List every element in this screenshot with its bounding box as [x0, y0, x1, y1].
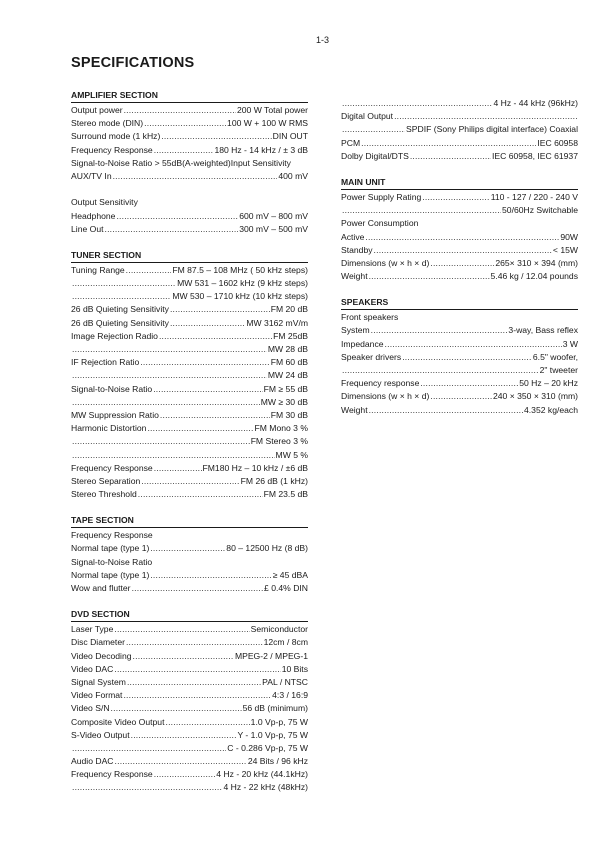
spec-row — [71, 210, 308, 223]
spec-value: 50 Hz – 20 kHz — [519, 378, 578, 389]
spec-label: Normal tape (type 1) — [71, 569, 150, 580]
spec-label: Weight — [341, 271, 368, 282]
left-column — [71, 89, 308, 808]
dot-leader — [72, 343, 267, 356]
spec-value: 110 - 127 / 220 - 240 V — [490, 191, 578, 202]
section-heading: TAPE SECTION — [71, 514, 308, 528]
spec-label: Harmonic Distortion — [71, 423, 147, 434]
spec-row — [341, 110, 578, 123]
spec-row — [341, 351, 578, 364]
spec-label: Active — [341, 231, 365, 242]
spec-value: 24 Bits / 96 kHz — [247, 756, 308, 767]
dot-leader — [111, 702, 242, 715]
spec-label: Stereo mode (DIN) — [71, 118, 144, 129]
spec-label: Frequency Response — [71, 462, 153, 473]
spec-row — [71, 488, 308, 501]
spec-value: MW ≥ 30 dB — [260, 396, 308, 407]
spec-value: PAL / NTSC — [262, 676, 308, 687]
spec-value: FM Stereo 3 % — [250, 436, 308, 447]
spec-row — [341, 137, 578, 150]
spec-subheading: Power Consumption — [341, 218, 419, 229]
spec-value: < 15W — [552, 244, 578, 255]
section-heading: TUNER SECTION — [71, 249, 308, 263]
spec-row — [71, 768, 308, 781]
dot-leader — [126, 636, 263, 649]
spec-value: 4:3 / 16:9 — [272, 690, 308, 701]
spec-row — [71, 650, 308, 663]
spec-value: Y - 1.0 Vp-p, 75 W — [237, 729, 308, 740]
spec-value: 6.5" woofer, — [532, 351, 578, 362]
spec-value: MPEG-2 / MPEG-1 — [234, 650, 308, 661]
dot-leader — [369, 404, 523, 417]
spec-label: Standby — [341, 244, 373, 255]
spec-row — [71, 303, 308, 316]
spec-row — [71, 117, 308, 130]
spec-value: 2" tweeter — [539, 365, 578, 375]
page-number: 1-3 — [316, 35, 330, 45]
spec-label: Video S/N — [71, 703, 110, 714]
section-heading: DVD SECTION — [71, 608, 308, 622]
dot-leader — [430, 390, 492, 403]
spec-value: 265× 310 × 394 (mm) — [495, 257, 578, 268]
spec-value: 12cm / 8cm — [263, 637, 308, 648]
dot-leader — [72, 277, 176, 290]
spec-row — [71, 729, 308, 742]
spec-row — [71, 409, 308, 422]
spec-value: Semiconductor — [250, 624, 308, 635]
spec-subheading: Signal-to-Noise Ratio — [71, 556, 153, 567]
dot-leader — [170, 317, 245, 330]
spec-value: IEC 60958 — [537, 137, 578, 148]
spec-section-speakers — [341, 296, 578, 417]
dot-leader — [410, 150, 491, 163]
dot-leader — [154, 144, 214, 157]
spec-section-tuner-section — [71, 249, 308, 501]
spec-value: MW 530 – 1710 kHz (10 kHz steps) — [172, 291, 308, 302]
spec-value: FM180 Hz – 10 kHz / ±6 dB — [202, 462, 308, 473]
spec-value: 4 Hz - 44 kHz (96kHz) — [493, 98, 578, 108]
dot-leader — [369, 270, 490, 283]
spec-value: MW 28 dB — [267, 344, 308, 354]
spec-row — [71, 170, 308, 183]
page-title: SPECIFICATIONS — [71, 55, 195, 71]
spec-value: 3 W — [562, 338, 578, 349]
dot-leader — [374, 244, 552, 257]
dot-leader — [394, 110, 577, 123]
spec-label: System — [341, 325, 370, 336]
dot-leader — [105, 223, 239, 236]
spec-value: DIN OUT — [272, 131, 308, 142]
dot-leader — [165, 716, 249, 729]
spec-label: IF Rejection Ratio — [71, 357, 140, 368]
dot-leader — [133, 650, 234, 663]
spec-value: 200 W Total power — [236, 105, 308, 115]
spec-label: Normal tape (type 1) — [71, 543, 150, 554]
spec-value: ≥ 45 dBA — [272, 569, 308, 580]
spec-row — [71, 144, 308, 157]
spec-row — [71, 462, 308, 475]
spec-row — [71, 383, 308, 396]
spec-row — [71, 781, 308, 794]
dot-leader — [132, 582, 263, 595]
spec-value: FM 87.5 – 108 MHz ( 50 kHz steps) — [172, 264, 308, 275]
spec-value: FM 23.5 dB — [263, 489, 308, 500]
spec-row — [341, 244, 578, 257]
spec-value: £ 0.4% DIN — [264, 583, 308, 593]
spec-subheading: Frequency Response — [71, 530, 153, 541]
spec-value: 10 Bits — [281, 663, 308, 674]
spec-value: FM 25dB — [273, 330, 308, 341]
spec-row — [341, 377, 578, 390]
spec-label: Laser Type — [71, 624, 114, 635]
dot-leader — [342, 204, 501, 217]
spec-row — [71, 702, 308, 715]
spec-label: Speaker drivers — [341, 351, 402, 362]
spec-value: 4.352 kg/each — [524, 404, 578, 415]
section-heading: SPEAKERS — [341, 296, 578, 310]
dot-leader — [430, 257, 494, 270]
dot-leader — [72, 742, 226, 755]
spec-row — [341, 191, 578, 204]
spec-row — [71, 582, 308, 595]
spec-row — [71, 542, 308, 555]
spec-row — [71, 356, 308, 369]
dot-leader — [138, 488, 263, 501]
spec-section-continued — [341, 97, 578, 163]
dot-leader — [153, 383, 262, 396]
spec-row — [71, 716, 308, 729]
spec-label: Disc Diameter — [71, 637, 125, 648]
spec-row — [71, 396, 308, 409]
spec-row — [341, 204, 578, 217]
spec-label: AUX/TV In — [71, 170, 112, 181]
spec-label: Frequency Response — [71, 144, 153, 155]
spec-value: FM 20 dB — [270, 304, 308, 315]
spec-label: 26 dB Quieting Sensitivity — [71, 317, 169, 328]
spec-label: Tuning Range — [71, 264, 125, 275]
spec-value: 100 W + 100 W RMS — [227, 118, 308, 129]
spec-row — [71, 330, 308, 343]
dot-leader — [114, 663, 280, 676]
spec-row — [71, 290, 308, 303]
spec-row — [71, 742, 308, 755]
spec-value: MW 24 dB — [267, 370, 308, 381]
dot-leader — [115, 755, 247, 768]
spec-label: Frequency Response — [71, 769, 153, 780]
section-heading: AMPLIFIER SECTION — [71, 89, 308, 103]
spec-value: 3-way, Bass reflex — [508, 325, 578, 336]
right-column — [341, 97, 578, 430]
spec-row — [71, 569, 308, 582]
spec-value: FM 26 dB (1 kHz) — [240, 475, 308, 486]
spec-label: Output power — [71, 105, 123, 115]
spec-label: Video Decoding — [71, 650, 132, 661]
dot-leader — [72, 781, 222, 794]
spec-label: Digital Output — [341, 111, 394, 122]
spec-row — [71, 676, 308, 689]
spec-label: Impedance — [341, 338, 384, 349]
dot-leader — [116, 210, 238, 223]
spec-value: 300 mV – 500 mV — [239, 223, 308, 234]
spec-value: MW 5 % — [275, 449, 308, 460]
dot-leader — [342, 97, 492, 110]
spec-row — [71, 317, 308, 330]
spec-label: MW Suppression Ratio — [71, 409, 159, 420]
dot-leader — [150, 569, 271, 582]
spec-row — [71, 104, 308, 117]
spec-row — [71, 264, 308, 277]
section-heading: MAIN UNIT — [341, 176, 578, 190]
dot-leader — [141, 475, 239, 488]
spec-row — [71, 435, 308, 448]
dot-leader — [342, 123, 405, 136]
dot-leader — [154, 768, 216, 781]
spec-row — [71, 369, 308, 382]
spec-row — [71, 223, 308, 236]
spec-row — [71, 689, 308, 702]
dot-leader — [72, 435, 250, 448]
spec-label: Dimensions (w × h × d) — [341, 391, 430, 402]
dot-leader — [114, 623, 249, 636]
dot-leader — [385, 338, 562, 351]
dot-leader — [144, 117, 226, 130]
dot-leader — [113, 170, 278, 183]
dot-leader — [342, 364, 539, 377]
spec-row — [71, 663, 308, 676]
spec-row — [341, 123, 578, 136]
spec-value: FM 30 dB — [270, 409, 308, 420]
spec-value: 240 × 350 × 310 (mm) — [492, 391, 578, 402]
spec-label: S-Video Output — [71, 729, 130, 740]
spec-row — [341, 324, 578, 337]
spec-subheading: Front speakers — [341, 312, 399, 323]
spec-label: Image Rejection Radio — [71, 330, 158, 341]
spec-label: Power Supply Rating — [341, 191, 422, 202]
spec-row — [71, 449, 308, 462]
dot-leader — [150, 542, 225, 555]
dot-leader — [124, 104, 236, 117]
spec-label: 26 dB Quieting Sensitivity — [71, 304, 169, 315]
dot-leader — [402, 351, 532, 364]
spec-label: Wow and flutter — [71, 583, 131, 593]
spec-value: 4 Hz - 22 kHz (48kHz) — [223, 782, 308, 793]
spec-value: IEC 60958, IEC 61937 — [492, 150, 578, 161]
dot-leader — [420, 377, 518, 390]
dot-leader — [72, 396, 260, 409]
spec-row — [71, 475, 308, 488]
spec-label: PCM — [341, 137, 361, 148]
spec-label: Weight — [341, 404, 368, 415]
spec-value: 600 mV – 800 mV — [239, 210, 308, 221]
spec-value: 56 dB (minimum) — [242, 703, 308, 714]
spec-value: 5.46 kg / 12.04 pounds — [490, 271, 578, 282]
spec-label: Surround mode (1 kHz) — [71, 131, 161, 142]
spec-label: Line Out — [71, 223, 104, 234]
spec-section-amplifier-section — [71, 89, 308, 236]
spec-label: Video Format — [71, 690, 123, 701]
spec-row — [341, 404, 578, 417]
spec-subheading: Signal-to-Noise Ratio > 55dB(A-weighted)Input Sensitivity — [71, 157, 291, 168]
spec-label: Dimensions (w × h × d) — [341, 257, 430, 268]
spec-label: Stereo Separation — [71, 475, 141, 486]
spec-row — [341, 150, 578, 163]
dot-leader — [72, 369, 267, 382]
spec-row — [341, 270, 578, 283]
spacer — [71, 183, 308, 196]
dot-leader — [123, 689, 271, 702]
spec-value: C - 0.286 Vp-p, 75 W — [227, 742, 308, 753]
spec-row — [71, 755, 308, 768]
dot-leader — [126, 264, 172, 277]
spec-value: MW 531 – 1602 kHz (9 kHz steps) — [177, 278, 308, 289]
spec-row — [71, 277, 308, 290]
spec-value: 50/60Hz Switchable — [502, 205, 578, 216]
spec-label: Stereo Threshold — [71, 489, 137, 500]
dot-leader — [161, 130, 271, 143]
spec-section-tape-section — [71, 514, 308, 595]
dot-leader — [147, 422, 253, 435]
spec-row — [341, 338, 578, 351]
spec-value: SPDIF (Sony Philips digital interface) Coaxial — [406, 124, 578, 135]
spec-value: 400 mV — [278, 170, 308, 181]
spec-subheading: Output Sensitivity — [71, 197, 138, 208]
dot-leader — [127, 676, 261, 689]
dot-leader — [365, 231, 559, 244]
spec-label: Video DAC — [71, 663, 114, 674]
dot-leader — [140, 356, 269, 369]
dot-leader — [371, 324, 508, 337]
spec-label: Audio DAC — [71, 756, 114, 767]
spec-value: FM ≥ 55 dB — [263, 383, 308, 394]
spec-section-dvd-section — [71, 608, 308, 794]
dot-leader — [131, 729, 237, 742]
spec-row — [341, 231, 578, 244]
dot-leader — [72, 290, 171, 303]
spec-row — [341, 390, 578, 403]
dot-leader — [160, 409, 270, 422]
spec-label: Frequency response — [341, 378, 420, 389]
spec-row — [341, 364, 578, 377]
spec-value: 4 Hz - 20 kHz (44.1kHz) — [216, 769, 308, 780]
spec-label: Dolby Digital/DTS — [341, 150, 409, 161]
spec-row — [71, 636, 308, 649]
spec-value: 180 Hz - 14 kHz / ± 3 dB — [214, 144, 308, 155]
spec-value: 80 – 12500 Hz (8 dB) — [226, 543, 308, 554]
spec-value: 90W — [560, 231, 578, 242]
spec-value: FM Mono 3 % — [254, 423, 308, 434]
spec-row — [71, 343, 308, 356]
dot-leader — [154, 462, 202, 475]
spec-section-main-unit — [341, 176, 578, 283]
dot-leader — [159, 330, 272, 343]
dot-leader — [422, 191, 489, 204]
spec-row — [341, 97, 578, 110]
spec-label: Signal System — [71, 676, 126, 687]
spec-value: 1.0 Vp-p, 75 W — [250, 716, 308, 727]
spec-value: MW 3162 mV/m — [246, 317, 308, 328]
spec-label: Headphone — [71, 210, 116, 221]
spec-row — [71, 422, 308, 435]
dot-leader — [170, 303, 270, 316]
dot-leader — [72, 449, 275, 462]
spec-row — [341, 257, 578, 270]
spec-row — [71, 130, 308, 143]
spec-value: FM 60 dB — [270, 357, 308, 368]
spec-label: Composite Video Output — [71, 716, 165, 727]
spec-label: Signal-to-Noise Ratio — [71, 383, 153, 394]
dot-leader — [361, 137, 536, 150]
spec-row — [71, 623, 308, 636]
